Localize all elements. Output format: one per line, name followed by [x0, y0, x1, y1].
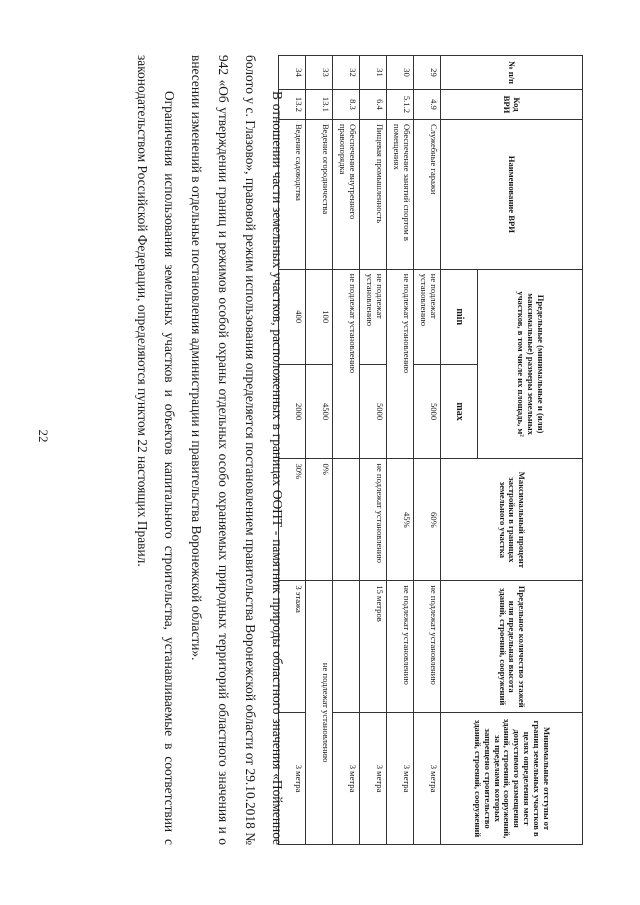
cell-floors: 3 этажа — [279, 581, 306, 713]
table-row — [360, 56, 387, 845]
cell-offset: 3 метра — [387, 713, 414, 845]
header-code: Код ВРИ — [441, 89, 583, 119]
cell-code: 13.2 — [279, 89, 306, 119]
cell-code: 5.1.2 — [387, 89, 414, 119]
paragraph-restrictions: Ограничения использования земельных участков и объектов капитального строительства, устанавливаемые в соответствии с законодательством Российской Федерации, определяются пунктом 22 настоящих Правил. — [135, 55, 177, 845]
cell-floors-offset: не подлежат установлению — [306, 581, 333, 845]
header-max: max — [441, 364, 478, 459]
cell-code: 8.3 — [333, 89, 360, 119]
cell-min: не подлежат установлению — [414, 269, 441, 364]
table-row — [306, 56, 333, 845]
cell-num: 31 — [360, 56, 387, 90]
cell-num: 33 — [306, 56, 333, 90]
cell-code: 13.1 — [306, 89, 333, 119]
cell-num: 29 — [414, 56, 441, 90]
cell-pct: 45% — [387, 459, 414, 581]
rotated-page-content — [38, 55, 583, 845]
cell-offset: 3 метра — [360, 713, 387, 845]
cell-pct: не подлежат установлению — [360, 459, 387, 581]
cell-name: Ведение огородничества — [306, 119, 333, 269]
cell-floors: не подлежат установлению — [414, 581, 441, 713]
cell-num: 30 — [387, 56, 414, 90]
cell-max: 5000 — [360, 364, 387, 459]
cell-offset: 3 метра — [333, 713, 360, 845]
land-use-table — [278, 55, 583, 845]
cell-pct: 60% — [414, 459, 441, 581]
header-pct: Максимальный процент застройки в границах земельного участка — [441, 459, 583, 581]
cell-minmax: не подлежат установлению — [387, 269, 414, 459]
cell-max: 2000 — [279, 364, 306, 459]
cell-code: 4.9 — [414, 89, 441, 119]
cell-floors: не подлежат установлению — [387, 581, 414, 713]
cell-num: 32 — [333, 56, 360, 90]
cell-num: 34 — [279, 56, 306, 90]
header-min: min — [441, 269, 478, 364]
cell-min: 400 — [279, 269, 306, 364]
cell-floors-empty — [333, 581, 360, 713]
cell-max: 5000 — [414, 364, 441, 459]
header-size: Предельные (минимальные и (или) максимальные) размеры земельных участков, в том числе их площадь, м² — [478, 269, 583, 459]
paragraph-ooрт: В отношении части земельных участков, расположенных в границах ООПТ - памятник природы областного значения «Пойменное болото у с. Глазово», правовой режим использования определяется постановлением правительства Воронежской области от 29.10.2018 № 942 «Об утверждении границ и режимов особой охраны отдельных особо охраняемых природных территорий областного значения и о внесении изменений в отдельные постановления администрации и правительства Воронежской области». — [189, 55, 285, 845]
cell-minmax: не подлежат установлению — [333, 269, 360, 459]
header-name: Наименование ВРИ — [441, 119, 583, 269]
header-floors: Предельное количество этажей или предельная высота зданий, строений, сооружений — [441, 581, 583, 713]
table-row — [414, 56, 441, 845]
cell-name: Ведение садоводства — [279, 119, 306, 269]
cell-name: Пищевая промышленность — [360, 119, 387, 269]
cell-max: 4500 — [306, 364, 333, 459]
cell-offset: 3 метра — [279, 713, 306, 845]
body-text — [129, 55, 291, 845]
cell-name: Обеспечение занятий спортом в помещениях — [387, 119, 414, 269]
table-row — [333, 56, 360, 845]
cell-name: Служебные гаражи — [414, 119, 441, 269]
cell-name: Обеспечение внутреннего правопорядка — [333, 119, 360, 269]
page-number: 22 — [36, 429, 51, 443]
cell-pct: 0% — [306, 459, 333, 581]
cell-pct-empty — [333, 459, 360, 581]
header-num: № п/п — [441, 56, 583, 90]
cell-pct: 30% — [279, 459, 306, 581]
cell-offset: 3 метра — [414, 713, 441, 845]
cell-min: не подлежат установлению — [360, 269, 387, 364]
cell-code: 6.4 — [360, 89, 387, 119]
table-row — [387, 56, 414, 845]
cell-floors: 15 метров — [360, 581, 387, 713]
cell-min: 100 — [306, 269, 333, 364]
header-offset: Минимальные отступы от границ земельных участков в целях определения мест допустимого размещения зданий, строений, сооружений, за пределами которых запрещено строительство зданий, строений, сооружений — [441, 713, 583, 845]
